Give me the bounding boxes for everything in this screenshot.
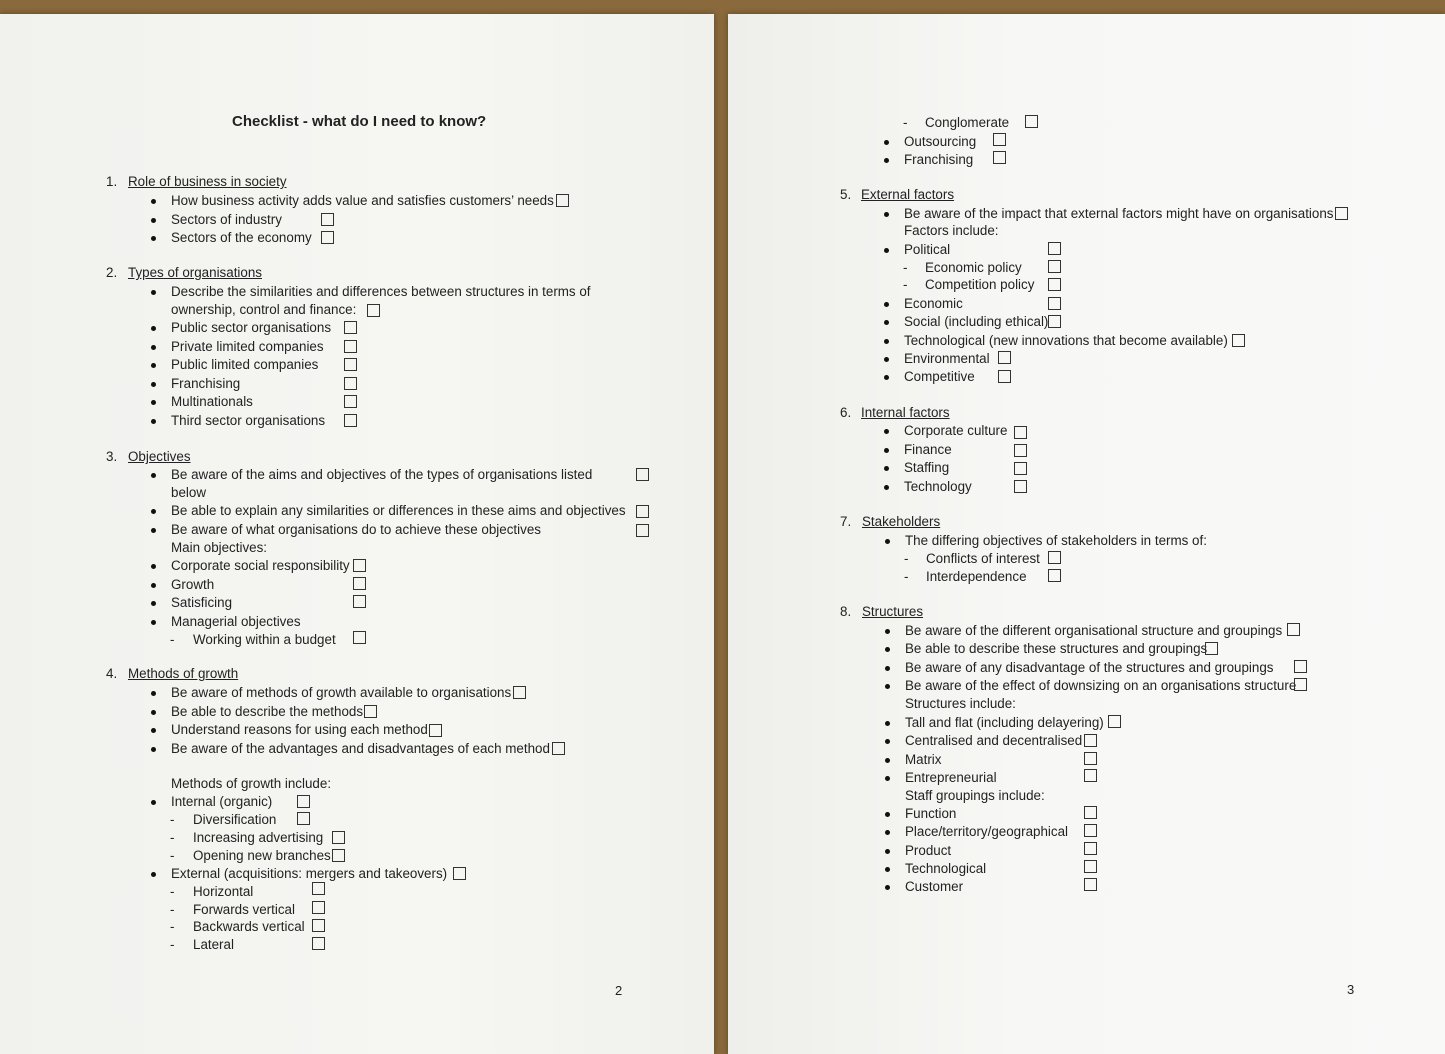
list-item: Entrepreneurial (905, 770, 997, 785)
checkbox[interactable] (1014, 462, 1027, 475)
checkbox[interactable] (636, 524, 649, 537)
dash: - (903, 115, 908, 130)
list-item: Technological (905, 861, 987, 876)
list-item: Be able to describe the methods (171, 704, 364, 719)
sub-list-item: Conglomerate (925, 115, 1010, 130)
list-item: Corporate social responsibility (171, 558, 350, 573)
page-title: Checklist - what do I need to know? (232, 113, 487, 130)
list-item: Be aware of any disadvantage of the structures and groupings (905, 660, 1274, 675)
list-item: Outsourcing (904, 134, 977, 149)
list-item: Environmental (904, 351, 990, 366)
list-item: Satisficing (171, 595, 233, 610)
list-item: Product (905, 843, 952, 858)
section-number: 5. (840, 187, 852, 202)
list-item: Social (including ethical) (904, 314, 1049, 329)
list-item: Be aware of the aims and objectives of the types of organisations listed (171, 467, 593, 482)
checkbox[interactable] (429, 724, 442, 737)
checkbox[interactable] (1084, 769, 1097, 782)
list-item: Franchising (904, 152, 974, 167)
list-item: Private limited companies (171, 339, 324, 354)
dash: - (903, 260, 908, 275)
checkbox[interactable] (1084, 806, 1097, 819)
list-item: The differing objectives of stakeholders in terms of: (905, 533, 1207, 548)
list-item: Sectors of the economy (171, 230, 312, 245)
checkbox[interactable] (1294, 660, 1307, 673)
list-item: Tall and flat (including delayering) (905, 715, 1104, 730)
section-number: 1. (106, 174, 118, 189)
list-item: Technology (904, 479, 972, 494)
list-item: Place/territory/geographical (905, 824, 1069, 839)
list-item: Be aware of the effect of downsizing on an organisations structure (905, 678, 1297, 693)
checkbox[interactable] (1048, 278, 1061, 291)
sub-list-item: Competition policy (925, 277, 1035, 292)
list-item: Be able to describe these structures and groupings (905, 641, 1208, 656)
checkbox[interactable] (297, 812, 310, 825)
sub-list-item: Diversification (193, 812, 277, 827)
checkbox[interactable] (1084, 860, 1097, 873)
checkbox[interactable] (353, 577, 366, 590)
sub-list-item: Opening new branches (193, 848, 331, 863)
section-number: 3. (106, 449, 118, 464)
checkbox[interactable] (1025, 115, 1038, 128)
section-number: 6. (840, 405, 852, 420)
checkbox[interactable] (312, 919, 325, 932)
list-item: Describe the similarities and differences between structures in terms of (171, 284, 591, 299)
checkbox[interactable] (1014, 426, 1027, 439)
list-item-continued: ownership, control and finance: (171, 302, 357, 317)
checkbox[interactable] (453, 867, 466, 880)
list-item: Centralised and decentralised (905, 733, 1083, 748)
checkbox[interactable] (332, 849, 345, 862)
sub-list-item: Working within a budget (193, 632, 336, 647)
checkbox[interactable] (1205, 642, 1218, 655)
list-item: External (acquisitions: mergers and takeovers) (171, 866, 448, 881)
section-heading: Role of business in society (128, 174, 287, 189)
sub-list-item: Horizontal (193, 884, 254, 899)
sub-list-item: Conflicts of interest (926, 551, 1040, 566)
dash: - (170, 884, 175, 899)
sub-heading: Methods of growth include: (171, 776, 332, 791)
list-item: Technological (new innovations that become available) (904, 333, 1228, 348)
checkbox[interactable] (321, 213, 334, 226)
checkbox[interactable] (353, 595, 366, 608)
list-item: Understand reasons for using each method (171, 722, 428, 737)
sub-heading: Structures include: (905, 696, 1016, 711)
checkbox[interactable] (556, 194, 569, 207)
sub-list-item: Increasing advertising (193, 830, 324, 845)
list-item: Multinationals (171, 394, 253, 409)
sub-list-item: Backwards vertical (193, 919, 305, 934)
section-heading: Types of organisations (128, 265, 262, 280)
checkbox[interactable] (1048, 551, 1061, 564)
section-heading: Stakeholders (862, 514, 941, 529)
dash: - (170, 937, 175, 952)
checkbox[interactable] (998, 370, 1011, 383)
dash: - (903, 277, 908, 292)
list-item: Be aware of what organisations do to achieve these objectives (171, 522, 541, 537)
checkbox[interactable] (353, 559, 366, 572)
dash: - (904, 551, 909, 566)
checkbox[interactable] (344, 395, 357, 408)
checkbox[interactable] (1294, 678, 1307, 691)
list-item: Public sector organisations (171, 320, 332, 335)
dash: - (170, 919, 175, 934)
sub-list-item: Lateral (193, 937, 234, 952)
list-item: Staffing (904, 460, 950, 475)
checkbox[interactable] (312, 937, 325, 950)
list-item: Third sector organisations (171, 413, 326, 428)
sub-list-item: Economic policy (925, 260, 1022, 275)
checkbox[interactable] (1048, 260, 1061, 273)
dash: - (170, 830, 175, 845)
section-number: 4. (106, 666, 118, 681)
checkbox[interactable] (552, 742, 565, 755)
checkbox[interactable] (1048, 297, 1061, 310)
section-heading: External factors (861, 187, 955, 202)
right-page (728, 14, 1445, 1054)
checkbox[interactable] (1084, 734, 1097, 747)
checkbox[interactable] (1287, 623, 1300, 636)
checkbox[interactable] (344, 377, 357, 390)
list-item: Franchising (171, 376, 241, 391)
checkbox[interactable] (1084, 842, 1097, 855)
list-item: Customer (905, 879, 964, 894)
list-item: Internal (organic) (171, 794, 273, 809)
list-item: Be aware of the different organisational structure and groupings (905, 623, 1283, 638)
list-item: Be aware of the impact that external factors might have on organisations (904, 206, 1334, 221)
checkbox[interactable] (297, 795, 310, 808)
page-number: 3 (1347, 982, 1355, 997)
sub-list-item: Forwards vertical (193, 902, 295, 917)
list-item: Function (905, 806, 957, 821)
list-item: Be able to explain any similarities or differences in these aims and objectives (171, 503, 626, 518)
sub-heading: Staff groupings include: (905, 788, 1045, 803)
section-heading: Methods of growth (128, 666, 239, 681)
checkbox[interactable] (1048, 242, 1061, 255)
left-page (0, 14, 714, 1054)
checkbox[interactable] (344, 414, 357, 427)
checkbox[interactable] (344, 358, 357, 371)
checkbox[interactable] (312, 901, 325, 914)
checkbox[interactable] (1084, 752, 1097, 765)
checkbox[interactable] (1048, 315, 1061, 328)
section-heading: Objectives (128, 449, 191, 464)
section-number: 2. (106, 265, 118, 280)
sub-list-item: Interdependence (926, 569, 1027, 584)
checkbox[interactable] (993, 151, 1006, 164)
list-item: Corporate culture (904, 423, 1008, 438)
checkbox[interactable] (1108, 715, 1121, 728)
dash: - (170, 812, 175, 827)
list-item-continued: below (171, 485, 206, 500)
section-number: 8. (840, 604, 852, 619)
dash: - (904, 569, 909, 584)
checkbox[interactable] (993, 133, 1006, 146)
checkbox[interactable] (1232, 334, 1245, 347)
list-item: Public limited companies (171, 357, 319, 372)
section-heading: Structures (862, 604, 924, 619)
checkbox[interactable] (1084, 878, 1097, 891)
list-item: Growth (171, 577, 215, 592)
checkbox[interactable] (1335, 207, 1348, 220)
checkbox[interactable] (636, 468, 649, 481)
dash: - (170, 902, 175, 917)
list-item: How business activity adds value and satisfies customers’ needs (171, 193, 554, 208)
checkbox[interactable] (1014, 444, 1027, 457)
checkbox[interactable] (332, 831, 345, 844)
checkbox[interactable] (367, 304, 380, 317)
list-item: Be aware of the advantages and disadvantages of each method (171, 741, 550, 756)
checkbox[interactable] (321, 231, 334, 244)
checkbox[interactable] (312, 882, 325, 895)
sub-heading: Main objectives: (171, 540, 268, 555)
section-heading: Internal factors (861, 405, 950, 420)
list-item: Political (904, 242, 951, 257)
list-item: Be aware of methods of growth available to organisations (171, 685, 512, 700)
list-item: Finance (904, 442, 952, 457)
checkbox[interactable] (364, 705, 377, 718)
list-item: Managerial objectives (171, 614, 301, 629)
list-item: Sectors of industry (171, 212, 282, 227)
section-number: 7. (840, 514, 852, 529)
checkbox[interactable] (998, 351, 1011, 364)
checkbox[interactable] (1014, 480, 1027, 493)
list-item: Competitive (904, 369, 975, 384)
checkbox[interactable] (513, 686, 526, 699)
sub-heading: Factors include: (904, 223, 999, 238)
page-number: 2 (615, 983, 623, 998)
checkbox[interactable] (344, 321, 357, 334)
list-item: Matrix (905, 752, 942, 767)
checkbox[interactable] (344, 340, 357, 353)
checkbox[interactable] (636, 505, 649, 518)
list-item: Economic (904, 296, 963, 311)
dash: - (170, 632, 175, 647)
checkbox[interactable] (1084, 824, 1097, 837)
dash: - (170, 848, 175, 863)
checkbox[interactable] (353, 631, 366, 644)
checkbox[interactable] (1048, 569, 1061, 582)
